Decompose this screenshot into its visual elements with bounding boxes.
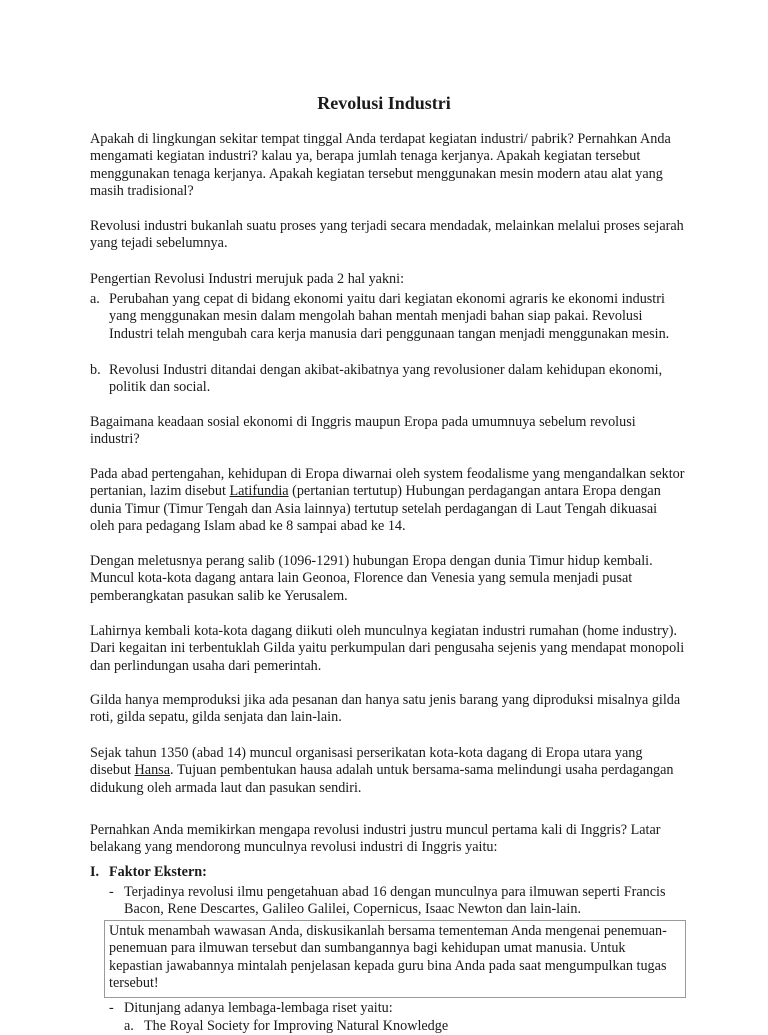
bullet-dash: -	[109, 884, 114, 900]
sub-label-a: a.	[124, 1018, 134, 1034]
activity-box	[104, 920, 686, 998]
list-label-a: a.	[90, 291, 100, 307]
paragraph-gilda: Gilda hanya memproduksi jika ada pesanan dan hanya satu jenis barang yang diproduksi misalnya gilda roti, gilda sepatu, gilda senjata dan lain-lain.	[90, 692, 681, 726]
text-segment: (pertanian tertutup) Hubungan perdagangan antara Eropa dengan dunia Timur (Timur Tengah dan Asia lainnya) tertutup setelah perdagangan di Laut Tengah dikuasai oleh para pedagang Islam abad ke 8 sampai abad ke 14.	[90, 483, 661, 535]
bullet-science-revolution: Terjadinya revolusi ilmu pengetahuan abad 16 dengan munculnya para ilmuwan seperti Francis Bacon, Rene Descartes, Galileo Galilei, Copernicus, Isaac Newton dan lain-lain.	[124, 884, 666, 918]
term-latifundia: Latifundia	[229, 483, 289, 500]
intro-paragraph: Apakah di lingkungan sekitar tempat tinggal Anda terdapat kegiatan industri/ pabrik? Pernahkan Anda mengamati kegiatan industri? kalau ya, berapa jumlah tenaga kerjanya. Apakah kegiatan tersebut menggunakan tenaga kerjanya. Apakah kegiatan tersebut menggunakan mesin modern atau alat yang masih tradisional?	[90, 131, 671, 200]
text-segment: . Tujuan pembentukan hausa adalah untuk bersama-sama melindungi usaha perdagangan didukung oleh armada laut dan pasukan sendiri.	[90, 762, 674, 796]
bullet-research-institutions: Ditunjang adanya lembaga-lembaga riset yaitu:	[124, 1000, 393, 1016]
paragraph-gilda-origin: Lahirnya kembali kota-kota dagang diikuti oleh munculnya kegiatan industri rumahan (home industry). Dari kegaitan ini terbentuklah Gilda yaitu perkumpulan dari pengusaha sejenis yang mendapat monopoli dan perlindungan usaha dari pemerintah.	[90, 623, 685, 674]
paragraph-middle-ages	[90, 466, 685, 536]
text-segment: Pada abad pertengahan, kehidupan di Eropa diwarnai oleh system feodalisme yang mengandalkan sektor pertanian, lazim disebut	[90, 466, 685, 500]
paragraph-why-england: Pernahkan Anda memikirkan mengapa revolusi industri justru muncul pertama kali di Inggris? Latar belakang yang mendorong munculnya revolusi industri di Inggris yaitu:	[90, 822, 661, 856]
sub-item-royal-society: The Royal Society for Improving Natural Knowledge	[144, 1018, 449, 1034]
list-label-b: b.	[90, 362, 101, 378]
activity-text: Untuk menambah wawasan Anda, diskusikanlah bersama tementeman Anda mengenai penemuan-penemuan para ilmuwan tersebut dan sumbangannya bagi kehidupan umat manusia. Untuk kepastian jawabannya mintalah penjelasan kepada guru bina Anda pada saat mengumpulkan tugas tersebut!	[109, 923, 667, 992]
paragraph-definition-intro: Pengertian Revolusi Industri merujuk pada 2 hal yakni:	[90, 271, 405, 287]
term-hansa: Hansa	[134, 762, 170, 779]
list-item-a: Perubahan yang cepat di bidang ekonomi yaitu dari kegiatan ekonomi agraris ke ekonomi industri yang menggunakan mesin dalam mengolah bahan mentah menjadi bahan siap pakai. Revolusi Industri telah mengubah cara kerja manusia dari penggunaan tangan menjadi menggunakan mesin.	[109, 291, 670, 342]
section-title: Faktor Ekstern:	[109, 864, 207, 880]
paragraph-hansa	[90, 745, 685, 797]
paragraph-crusades: Dengan meletusnya perang salib (1096-1291) hubungan Eropa dengan dunia Timur hidup kembali. Muncul kota-kota dagang antara lain Geonoa, Florence dan Venesia yang semula menjadi pusat pemberangkatan pasukan salib ke Yerusalem.	[90, 553, 653, 604]
paragraph-question: Bagaimana keadaan sosial ekonomi di Inggris maupun Eropa pada umumnuya sebelum revolusi industri?	[90, 414, 636, 448]
paragraph-process: Revolusi industri bukanlah suatu proses yang terjadi secara mendadak, melainkan melalui proses sejarah yang tejadi sebelumnya.	[90, 218, 684, 252]
list-item-b: Revolusi Industri ditandai dengan akibat-akibatnya yang revolusioner dalam kehidupan ekonomi, politik dan social.	[109, 362, 663, 396]
text-segment: Sejak tahun 1350 (abad 14) muncul organisasi perserikatan kota-kota dagang di Eropa utara yang disebut	[90, 745, 643, 779]
bullet-dash: -	[109, 1000, 114, 1016]
section-number: I.	[90, 864, 100, 880]
page-title: Revolusi Industri	[317, 93, 451, 113]
